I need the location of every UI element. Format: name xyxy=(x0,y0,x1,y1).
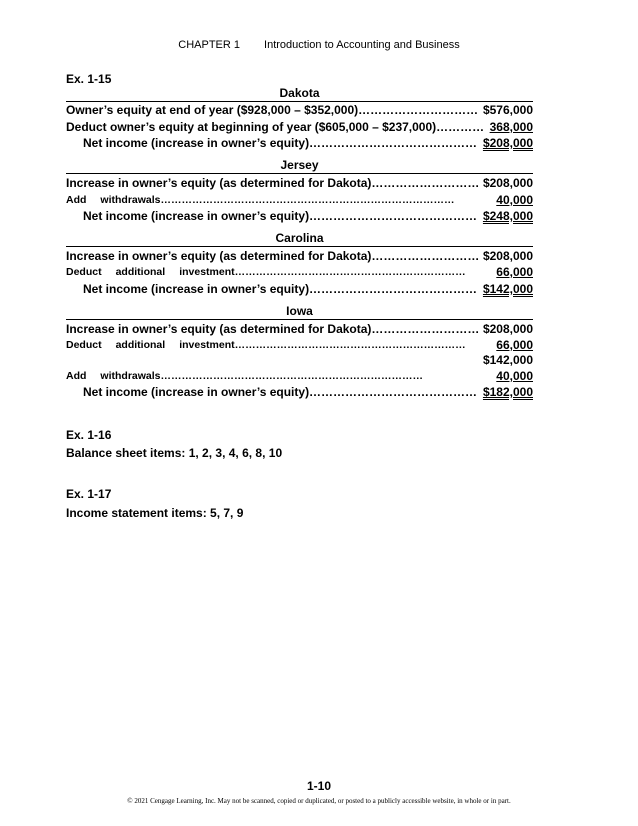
carolina-rule xyxy=(66,246,533,247)
carolina-row-net-income xyxy=(66,282,533,299)
dakota-row-beginning-equity xyxy=(66,120,533,137)
row-amount: 40,000 xyxy=(496,193,533,207)
row-amount: $208,000 xyxy=(482,176,533,190)
add-word: Add xyxy=(66,370,87,382)
row-label: withdrawals………………………………………………………………… xyxy=(100,370,424,382)
ex-1-17-title: Ex. 1-17 xyxy=(66,487,112,501)
dakota-row-net-income xyxy=(66,136,533,153)
row-amount: $208,000 xyxy=(482,136,533,150)
additional-word: additional xyxy=(115,266,166,278)
iowa-row-subtotal xyxy=(66,353,533,370)
jersey-row-net-income xyxy=(66,209,533,226)
row-amount: $248,000 xyxy=(482,209,533,223)
row-label: investment………………………………………………………… xyxy=(179,339,466,351)
row-amount: 66,000 xyxy=(496,265,533,279)
iowa-rule xyxy=(66,319,533,320)
copyright-footer: © 2021 Cengage Learning, Inc. May not be scanned, copied or duplicated, or posted to a publicly accessible website, in whole or in part. xyxy=(127,797,511,805)
iowa-row-increase xyxy=(66,322,533,339)
jersey-title: Jersey xyxy=(280,158,319,172)
dakota-rule xyxy=(66,101,533,102)
row-amount: 40,000 xyxy=(496,369,533,383)
income-statement-items: Income statement items: 5, 7, 9 xyxy=(66,506,244,520)
row-amount: $182,000 xyxy=(482,385,533,399)
ex-1-16-title: Ex. 1-16 xyxy=(66,428,112,442)
carolina-title: Carolina xyxy=(275,231,324,245)
row-label: withdrawals………………………………………………………………………… xyxy=(100,194,455,206)
row-amount: $142,000 xyxy=(482,353,533,367)
chapter-title: Introduction to Accounting and Business xyxy=(264,39,460,51)
jersey-rule xyxy=(66,173,533,174)
row-amount: $142,000 xyxy=(482,282,533,296)
row-amount: 368,000 xyxy=(489,120,533,134)
row-amount: $208,000 xyxy=(482,322,533,336)
row-label: Net income (increase in owner’s equity)…………………………………… xyxy=(83,385,478,399)
row-amount: 66,000 xyxy=(496,338,533,352)
iowa-title: Iowa xyxy=(286,304,313,318)
page-header xyxy=(0,39,638,51)
row-amount: $576,000 xyxy=(482,103,533,117)
row-label: Net income (increase in owner’s equity)…………………………………… xyxy=(83,209,478,223)
dakota-title: Dakota xyxy=(279,86,320,100)
additional-word: additional xyxy=(115,339,166,351)
row-label: Increase in owner’s equity (as determined for Dakota)……………………… xyxy=(66,249,480,263)
ex-1-15-title: Ex. 1-15 xyxy=(66,72,112,86)
iowa-row-withdrawals xyxy=(66,369,533,386)
chapter-label: CHAPTER 1 xyxy=(178,39,241,51)
row-label: Net income (increase in owner’s equity)…………………………………… xyxy=(83,282,478,296)
row-label: Owner’s equity at end of year ($928,000 – $352,000)………………………… xyxy=(66,103,479,117)
jersey-row-withdrawals xyxy=(66,193,533,210)
deduct-word: Deduct xyxy=(66,266,102,278)
add-word: Add xyxy=(66,194,87,206)
row-label: Increase in owner’s equity (as determined for Dakota)……………………… xyxy=(66,176,480,190)
row-label: Increase in owner’s equity (as determined for Dakota)……………………… xyxy=(66,322,480,336)
balance-sheet-items: Balance sheet items: 1, 2, 3, 4, 6, 8, 10 xyxy=(66,446,283,460)
deduct-word: Deduct xyxy=(66,339,102,351)
page-number: 1-10 xyxy=(306,779,332,793)
row-label: investment………………………………………………………… xyxy=(179,266,466,278)
dakota-row-end-equity xyxy=(66,103,533,120)
row-label: Net income (increase in owner’s equity)…………………………………… xyxy=(83,136,478,150)
row-label: Deduct owner’s equity at beginning of year ($605,000 – $237,000)………… xyxy=(66,120,485,134)
carolina-row-increase xyxy=(66,249,533,266)
carolina-row-investment xyxy=(66,265,533,282)
row-amount: $208,000 xyxy=(482,249,533,263)
iowa-row-net-income xyxy=(66,385,533,402)
jersey-row-increase xyxy=(66,176,533,193)
